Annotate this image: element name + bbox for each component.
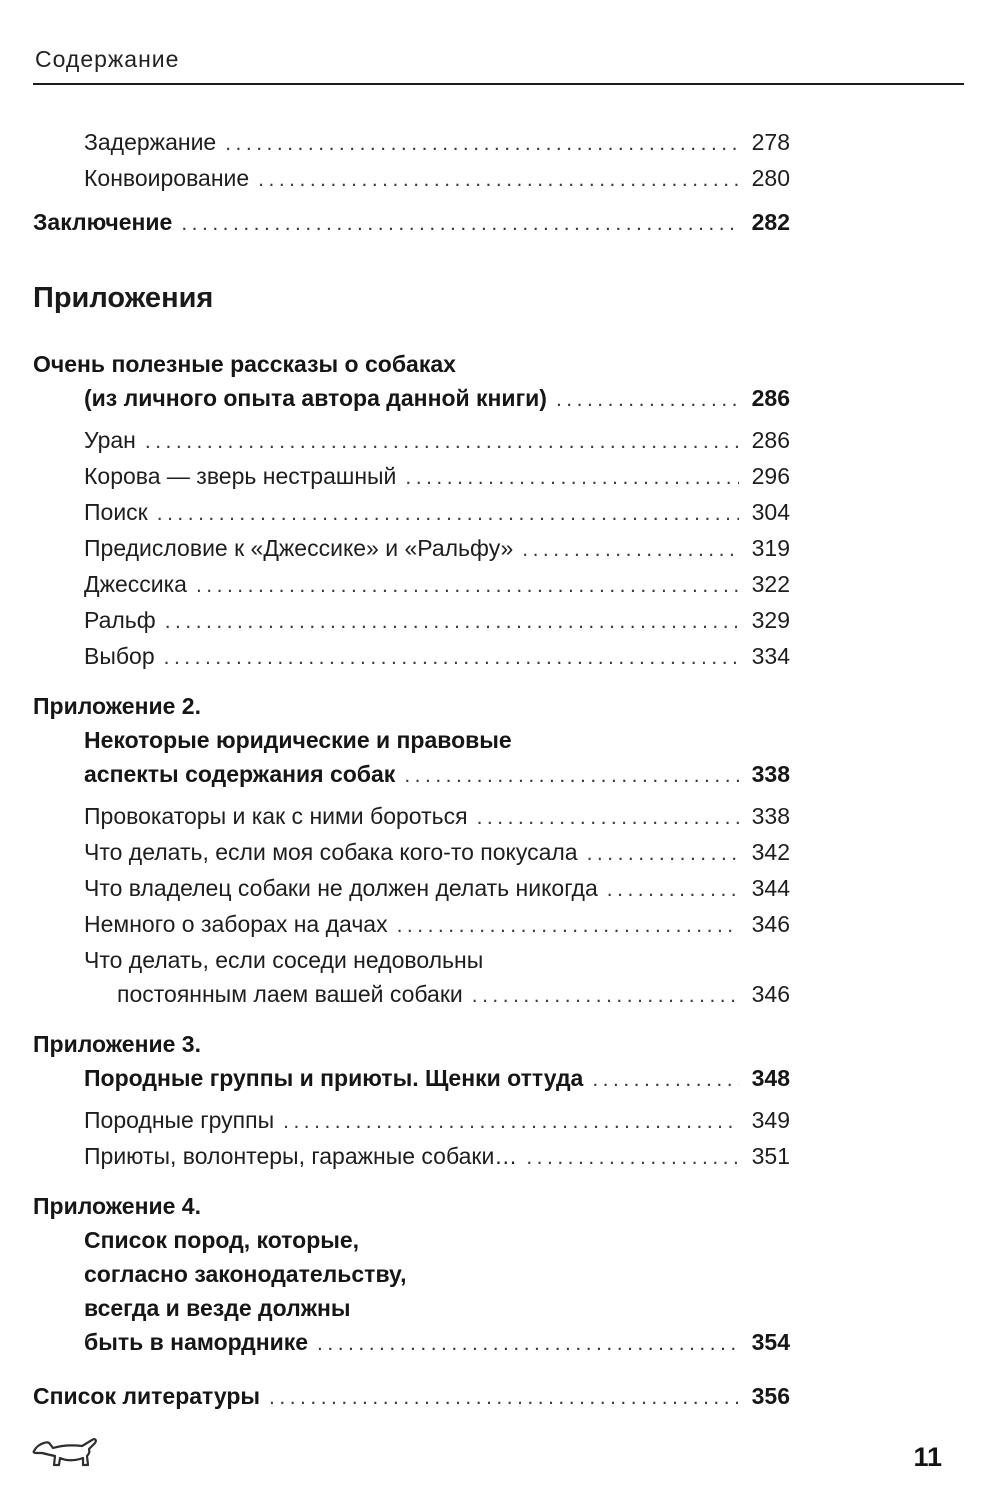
toc-entry-label: Провокаторы и как с ними бороться [84, 803, 468, 829]
dot-leader [157, 495, 739, 531]
toc-entry [33, 977, 790, 1013]
dot-leader [522, 531, 739, 567]
toc-entry [33, 1223, 790, 1257]
toc-entry-label: Что владелец собаки не должен делать никогда [84, 875, 598, 901]
toc-entry-label: Заключение [33, 209, 173, 235]
toc-entry [33, 907, 790, 943]
toc-entry [33, 757, 790, 793]
toc-entry [33, 835, 790, 871]
toc-entry [33, 1189, 790, 1223]
toc-entry-page-number: 349 [751, 1107, 790, 1133]
toc-entry-page-number: 304 [751, 499, 790, 525]
toc-entry-label: Корова — зверь нестрашный [84, 463, 397, 489]
dot-leader [397, 907, 739, 943]
toc-entry [33, 1061, 790, 1097]
appendices-section-heading: Приложения [33, 282, 214, 314]
toc-entry-page-number: 338 [751, 761, 790, 787]
toc-entry-label: (из личного опыта автора данной книги) [84, 385, 547, 411]
toc-entry-label: Что делать, если соседи недовольны [84, 947, 484, 973]
table-of-contents [33, 125, 790, 1415]
toc-entry [33, 1027, 790, 1061]
toc-entry-label: Приложение 2. [33, 693, 201, 719]
toc-entry [33, 567, 790, 603]
toc-entry-label: Предисловие к «Джессике» и «Ральфу» [84, 535, 514, 561]
toc-entry-label: Породные группы и приюты. Щенки оттуда [84, 1065, 584, 1091]
toc-entry-label: Конвоирование [84, 165, 250, 191]
toc-entry-label: Немного о заборах на дачах [84, 911, 388, 937]
toc-entry [33, 161, 790, 197]
toc-entry-page-number: 329 [751, 607, 790, 633]
dachshund-icon [30, 1434, 102, 1472]
toc-entry-label: Некоторые юридические и правовые [84, 727, 512, 753]
dot-leader [164, 639, 739, 675]
toc-entry [33, 1291, 790, 1325]
dot-leader [404, 757, 739, 793]
toc-entry-page-number: 342 [751, 839, 790, 865]
toc-entry [33, 1257, 790, 1291]
toc-entry-label: Уран [84, 427, 136, 453]
toc-entry-label: Список пород, которые, [84, 1227, 360, 1253]
toc-entry-page-number: 280 [751, 165, 790, 191]
toc-entry [33, 423, 790, 459]
dot-leader [607, 871, 739, 907]
toc-entry [33, 1325, 790, 1361]
dot-leader [587, 835, 739, 871]
toc-entry-label: Породные группы [84, 1107, 275, 1133]
toc-entry-label: Приложение 4. [33, 1193, 201, 1219]
dot-leader [258, 161, 739, 197]
toc-entry-label: Джессика [84, 571, 187, 597]
toc-entry-page-number: 354 [751, 1329, 790, 1355]
toc-entry-page-number: 319 [751, 535, 790, 561]
toc-entry-page-number: 282 [751, 209, 790, 235]
toc-entry-page-number: 296 [751, 463, 790, 489]
toc-entry [33, 1379, 790, 1415]
dot-leader [165, 603, 739, 639]
toc-entry-page-number: 346 [751, 981, 790, 1007]
toc-entry-page-number: 322 [751, 571, 790, 597]
toc-entry-page-number: 346 [751, 911, 790, 937]
toc-entry-page-number: 351 [751, 1143, 790, 1169]
toc-entry [33, 799, 790, 835]
dot-leader [526, 1139, 739, 1175]
dot-leader [317, 1325, 739, 1361]
page-footer [0, 1434, 1000, 1472]
toc-entry-label: Поиск [84, 499, 148, 525]
dot-leader [472, 977, 739, 1013]
toc-entry [33, 1139, 790, 1175]
toc-entry-label: Что делать, если моя собака кого-то покусала [84, 839, 578, 865]
toc-entry [33, 459, 790, 495]
toc-entry-label: постоянным лаем вашей собаки [117, 981, 463, 1007]
toc-entry [33, 603, 790, 639]
dot-leader [477, 799, 739, 835]
dot-leader [225, 125, 739, 161]
toc-entry-label: аспекты содержания собак [84, 761, 396, 787]
dot-leader [269, 1379, 739, 1415]
chapter-header-title: Содержание [35, 46, 180, 72]
dot-leader [181, 205, 739, 241]
toc-entry-label: Очень полезные рассказы о собаках [33, 351, 456, 377]
toc-entry-label: Приюты, волонтеры, гаражные собаки… [84, 1143, 518, 1169]
toc-entry-page-number: 356 [751, 1383, 790, 1409]
dot-leader [196, 567, 739, 603]
toc-entry [33, 639, 790, 675]
toc-entry-page-number: 278 [751, 129, 790, 155]
toc-entry-label: Список литературы [33, 1383, 261, 1409]
toc-entry [33, 723, 790, 757]
page-number: 11 [913, 1442, 942, 1472]
toc-entry [33, 347, 790, 381]
toc-entry-label: Задержание [84, 129, 217, 155]
toc-entry-page-number: 286 [751, 427, 790, 453]
toc-entry-label: Выбор [84, 643, 155, 669]
toc-entry-page-number: 286 [751, 385, 790, 411]
toc-entry [33, 689, 790, 723]
toc-entry [33, 531, 790, 567]
dot-leader [405, 459, 739, 495]
page-header [33, 46, 964, 85]
toc-entry-label: быть в наморднике [84, 1329, 309, 1355]
toc-entry [33, 205, 790, 241]
toc-entry-page-number: 334 [751, 643, 790, 669]
toc-entry-label: Ральф [84, 607, 156, 633]
toc-entry-page-number: 348 [751, 1065, 790, 1091]
toc-entry-label: всегда и везде должны [84, 1295, 351, 1321]
toc-entry-page-number: 338 [751, 803, 790, 829]
dot-leader [145, 423, 739, 459]
toc-entry-page-number: 344 [751, 875, 790, 901]
toc-entry [33, 381, 790, 417]
toc-entry [33, 871, 790, 907]
dot-leader [283, 1103, 739, 1139]
toc-entry [33, 1103, 790, 1139]
toc-entry [33, 125, 790, 161]
dot-leader [556, 381, 739, 417]
toc-entry-label: согласно законодательству, [84, 1261, 407, 1287]
dot-leader [592, 1061, 739, 1097]
toc-entry [33, 943, 790, 977]
toc-entry-label: Приложение 3. [33, 1031, 201, 1057]
toc-entry [33, 495, 790, 531]
